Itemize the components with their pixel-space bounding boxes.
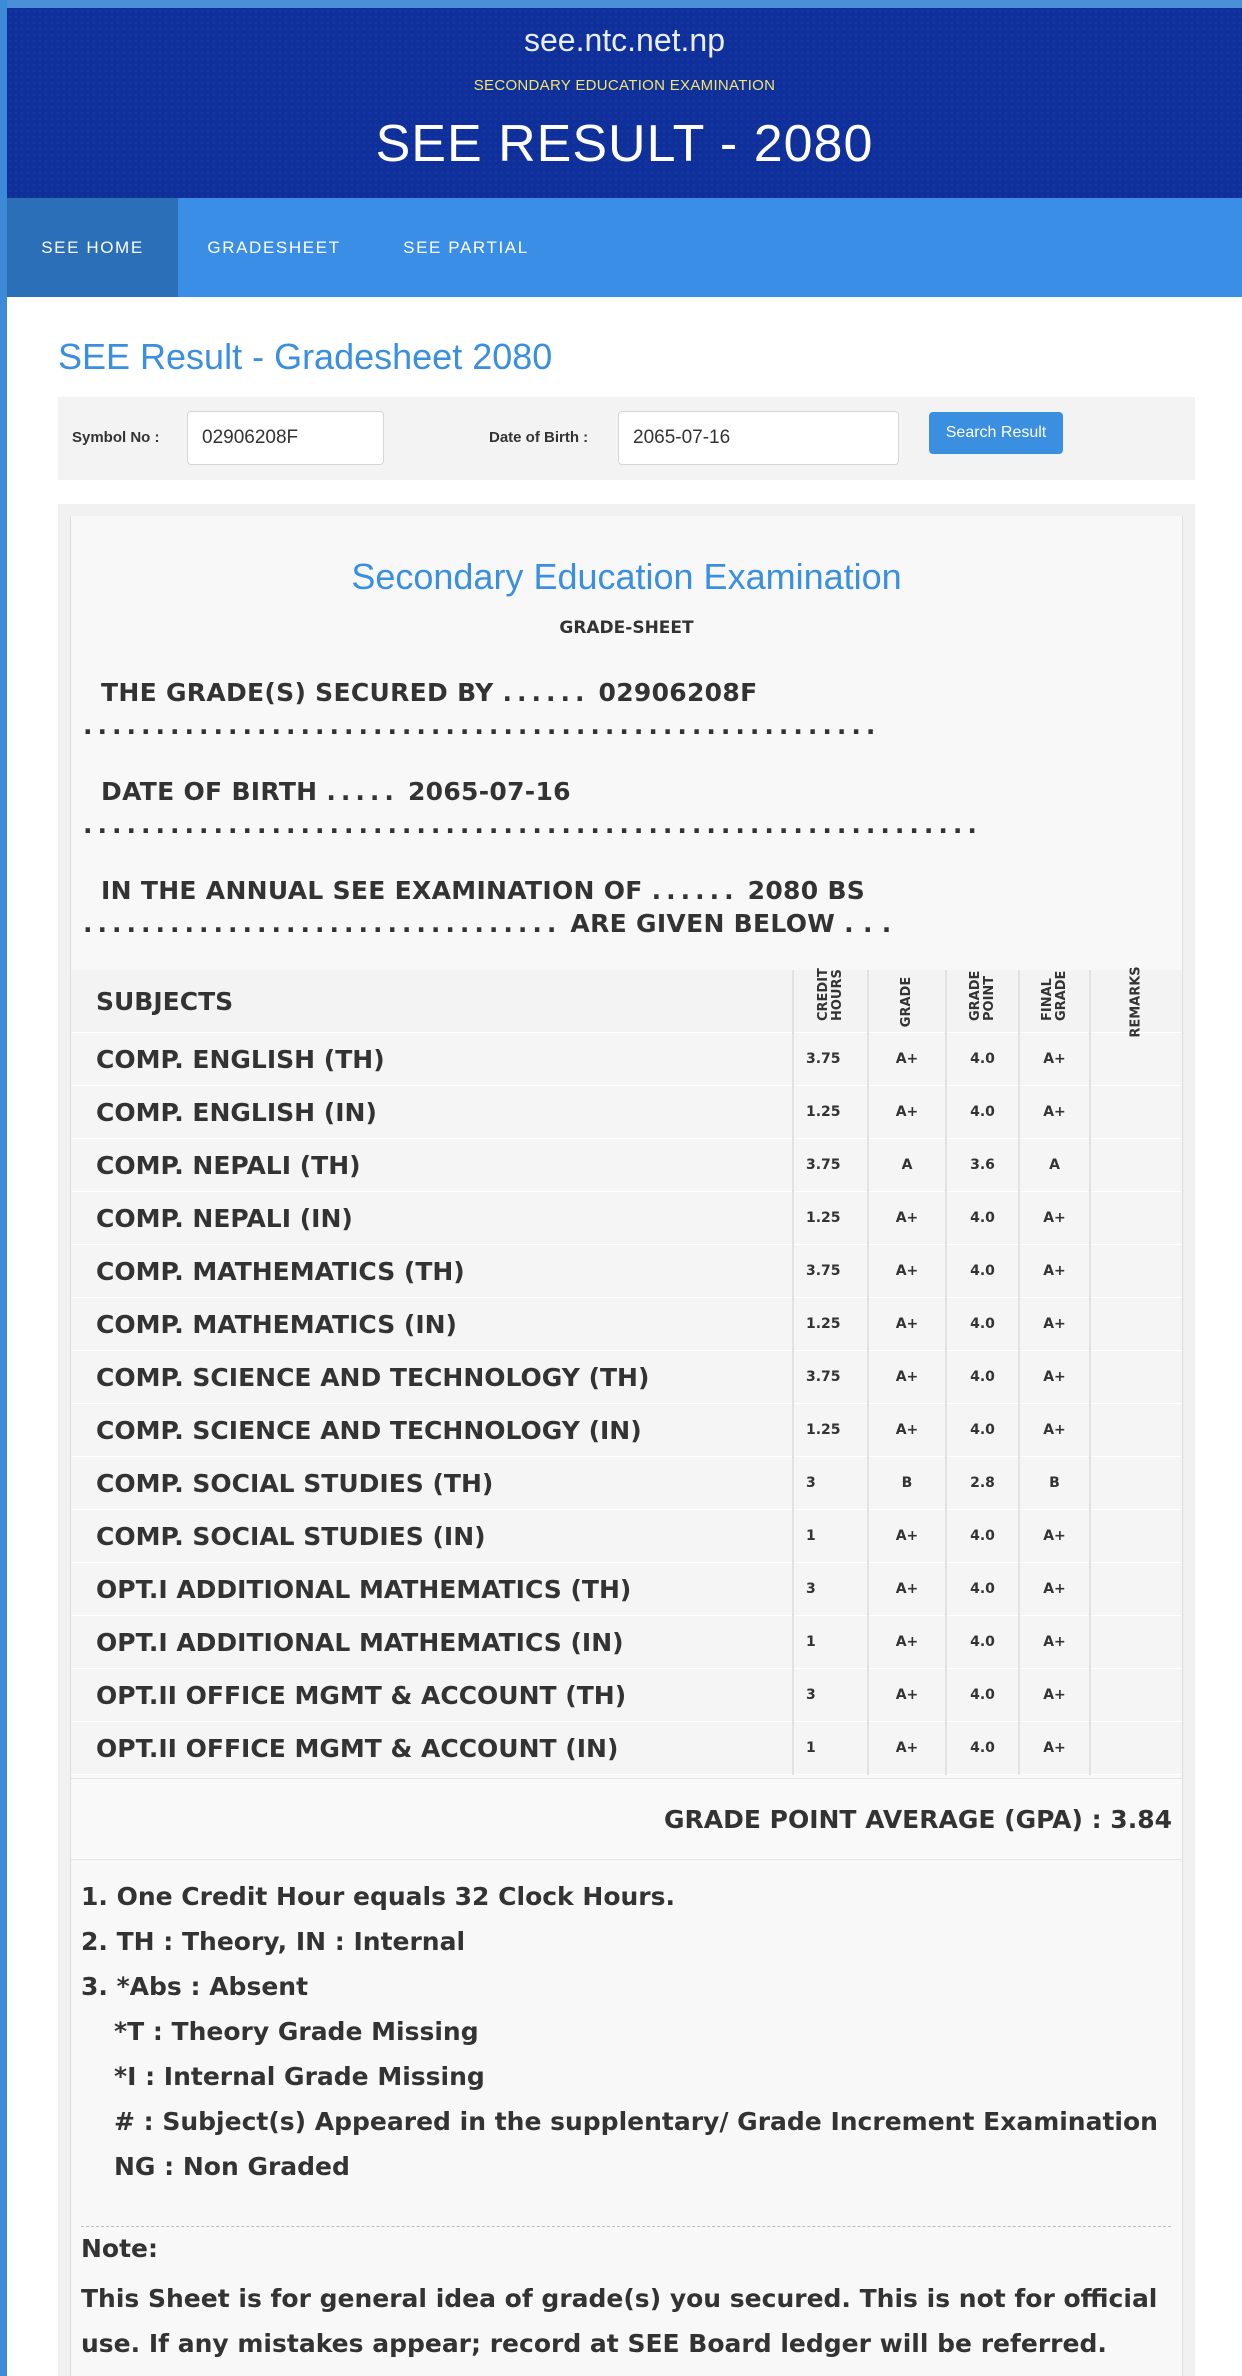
col-grade-point-label: GRADE POINT [967, 970, 997, 1021]
grade-cell: A+ [868, 1616, 946, 1669]
credit-hours-cell: 3 [793, 1669, 868, 1722]
grade-cell: A+ [868, 1510, 946, 1563]
table-row [71, 1351, 1182, 1404]
nav-item-gradesheet[interactable]: GRADESHEET [207, 238, 341, 257]
grade-cell: A+ [868, 1245, 946, 1298]
final-grade-cell: A+ [1019, 1563, 1090, 1616]
remarks-cell [1090, 1192, 1182, 1245]
nav-item-see-home[interactable]: SEE HOME [7, 198, 178, 297]
note-item: 2. TH : Theory, IN : Internal [81, 1927, 466, 1956]
credit-hours-cell: 3 [793, 1563, 868, 1616]
legend-notes [81, 1874, 1171, 2189]
final-grade-cell: A [1019, 1139, 1090, 1192]
grade-cell: A [868, 1139, 946, 1192]
table-row [71, 1139, 1182, 1192]
remarks-cell [1090, 1245, 1182, 1298]
exam-line: IN THE ANNUAL SEE EXAMINATION OF ...... 2080 BS ................................. ARE GIVEN BELOW . . . [83, 876, 892, 938]
note-item: # : Subject(s) Appeared in the supplentary/ Grade Increment Examination [114, 2107, 1158, 2136]
subject-cell: COMP. SOCIAL STUDIES (IN) [71, 1510, 793, 1563]
note-divider [81, 2226, 1171, 2227]
remarks-cell [1090, 1616, 1182, 1669]
final-grade-cell: A+ [1019, 1510, 1090, 1563]
col-subjects: SUBJECTS [71, 970, 793, 1033]
subject-cell: COMP. SCIENCE AND TECHNOLOGY (IN) [71, 1404, 793, 1457]
site-title: SEE RESULT - 2080 [375, 115, 874, 173]
credit-hours-cell: 3 [793, 1457, 868, 1510]
final-grade-cell: A+ [1019, 1669, 1090, 1722]
secured-symbol: 02906208F [598, 678, 758, 707]
grade-cell: A+ [868, 1722, 946, 1775]
grade-cell: A+ [868, 1298, 946, 1351]
secured-by-line: THE GRADE(S) SECURED BY ...... 02906208F ....................................................... [83, 678, 881, 740]
grade-point-cell: 4.0 [946, 1086, 1019, 1139]
remarks-cell [1090, 1722, 1182, 1775]
sheet-subtitle: GRADE-SHEET [559, 618, 694, 638]
remarks-cell [1090, 1563, 1182, 1616]
grade-cell: A+ [868, 1669, 946, 1722]
exam-label: IN THE ANNUAL SEE EXAMINATION OF [101, 876, 643, 905]
remarks-cell [1090, 1510, 1182, 1563]
site-subtitle: SECONDARY EDUCATION EXAMINATION [473, 77, 776, 94]
remarks-cell [1090, 1139, 1182, 1192]
main-nav [7, 198, 1242, 297]
grade-point-cell: 4.0 [946, 1510, 1019, 1563]
top-stripe [0, 0, 1242, 8]
table-row [71, 1298, 1182, 1351]
search-form [58, 397, 1195, 480]
grade-point-cell: 4.0 [946, 1192, 1019, 1245]
remarks-cell [1090, 1033, 1182, 1086]
sheet-title: Secondary Education Examination [351, 556, 902, 597]
symbol-label: Symbol No : [72, 429, 160, 446]
grade-cell: A+ [868, 1192, 946, 1245]
remarks-cell [1090, 1669, 1182, 1722]
search-result-button[interactable]: Search Result [929, 412, 1063, 454]
gradesheet [70, 516, 1183, 2376]
grade-cell: B [868, 1457, 946, 1510]
grade-cell: A+ [868, 1033, 946, 1086]
note-item: 1. One Credit Hour equals 32 Clock Hours. [81, 1882, 675, 1911]
table-row [71, 1669, 1182, 1722]
final-grade-cell: A+ [1019, 1245, 1090, 1298]
subject-cell: COMP. ENGLISH (IN) [71, 1086, 793, 1139]
grade-point-cell: 4.0 [946, 1404, 1019, 1457]
dob-line: DATE OF BIRTH ..... 2065-07-16 .............................................................. [83, 777, 982, 839]
grade-point-cell: 4.0 [946, 1245, 1019, 1298]
remarks-cell [1090, 1086, 1182, 1139]
remarks-cell [1090, 1457, 1182, 1510]
subject-cell: COMP. NEPALI (IN) [71, 1192, 793, 1245]
subject-cell: COMP. MATHEMATICS (TH) [71, 1245, 793, 1298]
exam-year: 2080 BS [747, 876, 866, 905]
credit-hours-cell: 3.75 [793, 1351, 868, 1404]
grade-point-cell: 2.8 [946, 1457, 1019, 1510]
table-row [71, 1404, 1182, 1457]
secured-label: THE GRADE(S) SECURED BY [101, 678, 494, 707]
remarks-cell [1090, 1298, 1182, 1351]
table-row [71, 1510, 1182, 1563]
subject-cell: OPT.I ADDITIONAL MATHEMATICS (TH) [71, 1563, 793, 1616]
credit-hours-cell: 3.75 [793, 1245, 868, 1298]
sheet-dob-label: DATE OF BIRTH [101, 777, 318, 806]
gpa-value: GRADE POINT AVERAGE (GPA) : 3.84 [663, 1805, 1172, 1834]
remarks-cell [1090, 1351, 1182, 1404]
note-item: *I : Internal Grade Missing [114, 2062, 485, 2091]
subject-cell: COMP. MATHEMATICS (IN) [71, 1298, 793, 1351]
grade-table [71, 966, 1182, 1775]
col-remarks [1090, 966, 1182, 1038]
final-grade-cell: A+ [1019, 1033, 1090, 1086]
table-row [71, 1245, 1182, 1298]
table-header-row [71, 970, 1182, 1033]
col-final-grade-label: FINAL GRADE [1039, 970, 1069, 1021]
table-row [71, 1192, 1182, 1245]
credit-hours-cell: 1.25 [793, 1086, 868, 1139]
table-row [71, 1033, 1182, 1086]
note-heading: Note: [81, 2234, 159, 2263]
subject-cell: OPT.I ADDITIONAL MATHEMATICS (IN) [71, 1616, 793, 1669]
gpa-row [71, 1778, 1182, 1860]
grade-point-cell: 4.0 [946, 1616, 1019, 1669]
credit-hours-cell: 1 [793, 1616, 868, 1669]
final-grade-cell: A+ [1019, 1351, 1090, 1404]
grade-point-cell: 4.0 [946, 1033, 1019, 1086]
col-credit-hours-label: CREDIT HOURS [815, 968, 845, 1021]
final-grade-cell: A+ [1019, 1086, 1090, 1139]
subject-cell: OPT.II OFFICE MGMT & ACCOUNT (IN) [71, 1722, 793, 1775]
credit-hours-cell: 1.25 [793, 1192, 868, 1245]
subject-cell: COMP. NEPALI (TH) [71, 1139, 793, 1192]
final-grade-cell: A+ [1019, 1722, 1090, 1775]
col-remarks-label: REMARKS [1128, 966, 1144, 1038]
subject-cell: OPT.II OFFICE MGMT & ACCOUNT (TH) [71, 1669, 793, 1722]
grade-point-cell: 4.0 [946, 1298, 1019, 1351]
grade-point-cell: 4.0 [946, 1722, 1019, 1775]
subject-cell: COMP. ENGLISH (TH) [71, 1033, 793, 1086]
left-accent-bar [0, 0, 7, 2376]
given-below: ARE GIVEN BELOW . . . [570, 909, 892, 938]
table-row [71, 1616, 1182, 1669]
table-row [71, 1457, 1182, 1510]
symbol-input[interactable] [187, 411, 384, 465]
site-url: see.ntc.net.np [523, 22, 726, 58]
table-row [71, 1722, 1182, 1775]
grade-point-cell: 3.6 [946, 1139, 1019, 1192]
note-body: This Sheet is for general idea of grade(s) you secured. This is not for official use. If any mistakes appear; record at SEE Board ledger will be referred. [81, 2284, 1158, 2358]
grade-cell: A+ [868, 1351, 946, 1404]
gradesheet-panel [58, 504, 1195, 2376]
note-item: *T : Theory Grade Missing [114, 2017, 479, 2046]
dob-input[interactable] [618, 411, 899, 465]
grade-cell: A+ [868, 1404, 946, 1457]
remarks-cell [1090, 1404, 1182, 1457]
credit-hours-cell: 1 [793, 1722, 868, 1775]
note-item: NG : Non Graded [114, 2152, 350, 2181]
grade-point-cell: 4.0 [946, 1563, 1019, 1616]
col-final-grade [1019, 970, 1090, 1033]
credit-hours-cell: 1 [793, 1510, 868, 1563]
col-grade-point [946, 970, 1019, 1033]
col-credit-hours [793, 970, 868, 1033]
sheet-dob-value: 2065-07-16 [407, 777, 571, 806]
col-grade [868, 970, 946, 1033]
final-grade-cell: B [1019, 1457, 1090, 1510]
subject-cell: COMP. SCIENCE AND TECHNOLOGY (TH) [71, 1351, 793, 1404]
grade-cell: A+ [868, 1086, 946, 1139]
grade-point-cell: 4.0 [946, 1351, 1019, 1404]
final-grade-cell: A+ [1019, 1298, 1090, 1351]
credit-hours-cell: 1.25 [793, 1404, 868, 1457]
col-grade-label: GRADE [898, 976, 914, 1028]
grade-point-cell: 4.0 [946, 1669, 1019, 1722]
page-heading: SEE Result - Gradesheet 2080 [58, 336, 553, 377]
note-item: 3. *Abs : Absent [81, 1972, 309, 2001]
table-row [71, 1086, 1182, 1139]
nav-item-see-partial[interactable]: SEE PARTIAL [403, 238, 529, 257]
credit-hours-cell: 1.25 [793, 1298, 868, 1351]
subject-cell: COMP. SOCIAL STUDIES (TH) [71, 1457, 793, 1510]
final-grade-cell: A+ [1019, 1404, 1090, 1457]
site-header [7, 8, 1242, 198]
grade-cell: A+ [868, 1563, 946, 1616]
credit-hours-cell: 3.75 [793, 1033, 868, 1086]
final-grade-cell: A+ [1019, 1616, 1090, 1669]
dob-label: Date of Birth : [489, 429, 589, 446]
table-row [71, 1563, 1182, 1616]
credit-hours-cell: 3.75 [793, 1139, 868, 1192]
final-grade-cell: A+ [1019, 1192, 1090, 1245]
